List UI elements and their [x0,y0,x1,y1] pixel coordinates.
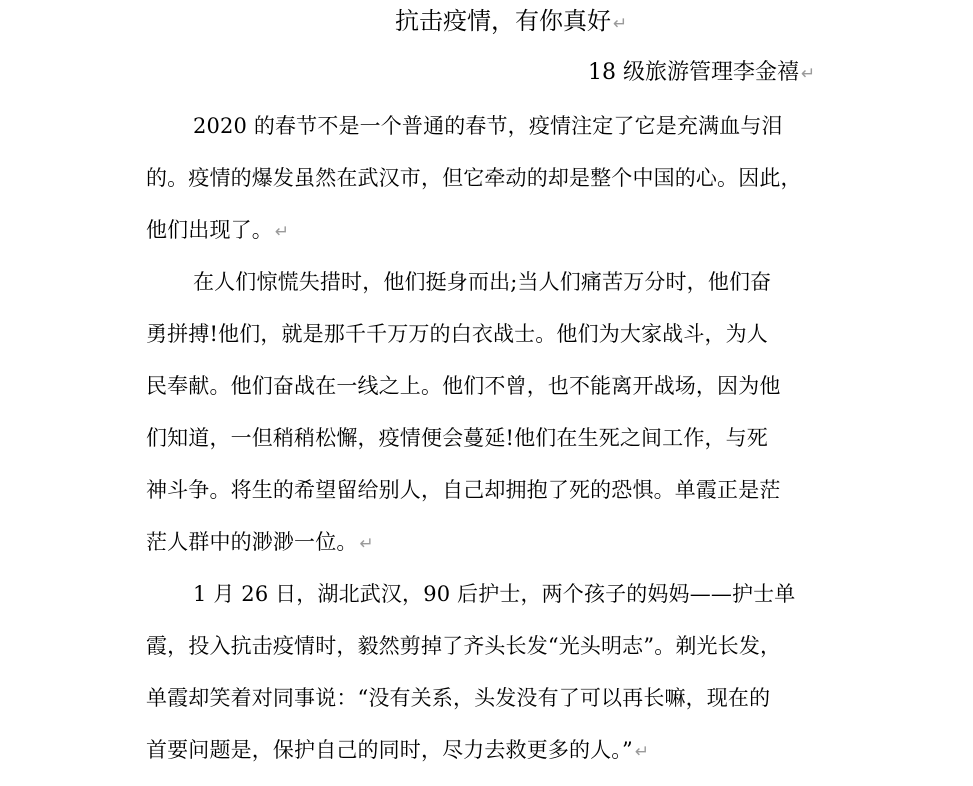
paragraph-1-line-3-text: 他们出现了。 [146,218,273,242]
paragraph-2-line-4: 们知道，一但稍稍松懈，疫情便会蔓延!他们在生死之间工作，与死 [146,426,768,450]
paragraph-1-line-1: 2020 的春节不是一个普通的春节，疫情注定了它是充满血与泪 [193,114,783,138]
paragraph-2-line-1: 在人们惊慌失措时，他们挺身而出;当人们痛苦万分时，他们奋 [193,270,772,294]
paragraph-3-line-3: 单霞却笑着对同事说：“没有关系，头发没有了可以再长嘛，现在的 [146,686,771,710]
paragraph-1-line-2: 的。疫情的爆发虽然在武汉市，但它牵动的却是整个中国的心。因此， [146,166,802,190]
author-byline-text: 18 级旅游管理李金禧 [588,60,799,85]
paragraph-mark-icon: ↵ [801,64,816,84]
paragraph-2-line-6 [146,527,374,559]
author-byline [588,57,815,90]
paragraph-mark-icon: ↵ [613,14,628,34]
document-title-text: 抗击疫情，有你真好 [395,7,611,35]
paragraph-2-line-2: 勇拼搏!他们，就是那千千万万的白衣战士。他们为大家战斗，为人 [146,322,768,346]
paragraph-2-line-6-text: 茫人群中的渺渺一位。 [146,530,358,554]
paragraph-3-line-4-text: 首要问题是，保护自己的同时，尽力去救更多的人。” [146,738,633,762]
paragraph-2-line-5: 神斗争。将生的希望留给别人，自己却拥抱了死的恐惧。单霞正是茫 [146,478,781,502]
paragraph-3-line-4 [146,735,649,767]
paragraph-3-line-1: 1 月 26 日，湖北武汉，90 后护士，两个孩子的妈妈——护士单 [193,582,796,606]
paragraph-2-line-3: 民奉献。他们奋战在一线之上。他们不曾，也不能离开战场，因为他 [146,374,781,398]
paragraph-mark-icon: ↵ [634,742,650,762]
paragraph-3-line-2: 霞，投入抗击疫情时，毅然剪掉了齐头长发“光头明志”。剃光长发， [146,634,782,658]
paragraph-mark-icon: ↵ [359,534,374,554]
paragraph-1-line-3 [146,215,289,247]
paragraph-mark-icon: ↵ [274,222,290,242]
document-title [395,4,627,41]
